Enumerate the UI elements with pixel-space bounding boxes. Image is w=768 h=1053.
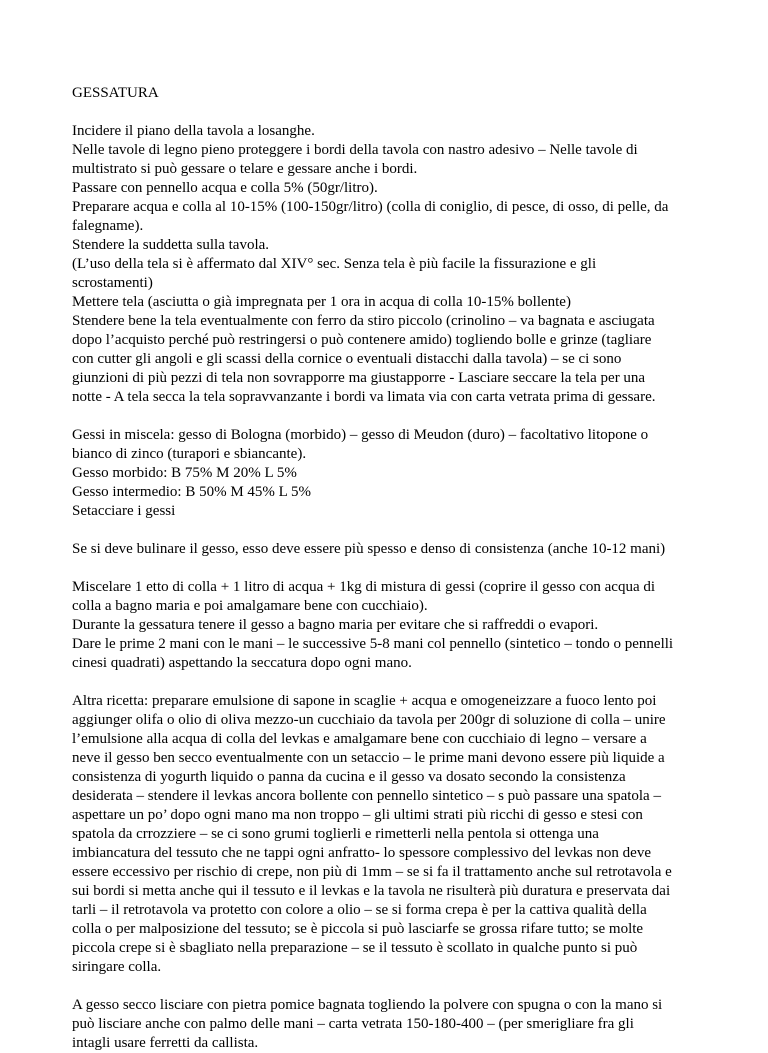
text-line: Gesso morbido: B 75% M 20% L 5% bbox=[72, 465, 297, 481]
text-line: Dare le prime 2 mani con le mani – le successive 5-8 mani col pennello (sintetico – tondo o pennelli bbox=[72, 636, 674, 652]
text-line: notte - A tela secca la tela sopravvanzante i bordi va limata via con carta vetrata prima di gessare. bbox=[72, 389, 656, 405]
text-line: Setacciare i gessi bbox=[72, 503, 176, 519]
text-line: consistenza di yogurth liquido o panna da cucina e il gesso va dosato secondo la consistenza bbox=[72, 769, 626, 785]
text-line: Mettere tela (asciutta o già impregnata per 1 ora in acqua di colla 10-15% bollente) bbox=[72, 294, 571, 310]
text-line: intagli usare ferretti da callista. bbox=[72, 1035, 259, 1051]
paragraph bbox=[72, 692, 718, 977]
text-line: aggiunger olifa o olio di oliva mezzo-un cucchiaio da tavola per 200gr di soluzione di colla – unire bbox=[72, 712, 666, 728]
text-line: Stendere la suddetta sulla tavola. bbox=[72, 237, 270, 253]
paragraph bbox=[72, 426, 718, 521]
paragraph bbox=[72, 996, 718, 1053]
text-line: neve il gesso ben secco eventualmente con un setaccio – le prime mani devono essere più liquide a bbox=[72, 750, 665, 766]
text-line: Incidere il piano della tavola a losanghe. bbox=[72, 123, 315, 139]
text-line: essere eccessivo per rischio di crepe, non più di 1mm – se si fa il trattamento anche sul retrotavola e bbox=[72, 864, 672, 880]
paragraph bbox=[72, 540, 718, 559]
text-line: colla o per malposizione del tessuto; se è piccola si può lasciarfe se grossa rifare tutto; se molte bbox=[72, 921, 644, 937]
text-line: spatola da crrozziere – se ci sono grumi toglierli e rimetterli nella pentola si ottenga una bbox=[72, 826, 599, 842]
text-line: piccola crepe si è sbagliato nella preparazione – se il tessuto è scollato in qualche punto si può bbox=[72, 940, 638, 956]
text-line: Durante la gessatura tenere il gesso a bagno maria per evitare che si raffreddi o evapori. bbox=[72, 617, 599, 633]
document-title: GESSATURA bbox=[72, 85, 159, 101]
text-line: Preparare acqua e colla al 10-15% (100-150gr/litro) (colla di coniglio, di pesce, di osso, di pelle, da bbox=[72, 199, 669, 215]
text-line: colla a bagno maria e poi amalgamare bene con cucchiaio). bbox=[72, 598, 428, 614]
text-line: imbiancatura del tessuto che ne tappi ogni anfratto- lo spessore complessivo del levkas non deve bbox=[72, 845, 652, 861]
paragraph bbox=[72, 578, 718, 673]
text-line: desiderata – stendere il levkas ancora bollente con pennello sintetico – s può passare una spatola – bbox=[72, 788, 661, 804]
text-line: con cutter gli angoli e gli scassi della cornice o eventuali distacchi dalla tavola) – se ci sono bbox=[72, 351, 622, 367]
text-line: Nelle tavole di legno pieno proteggere i bordi della tavola con nastro adesivo – Nelle tavole di bbox=[72, 142, 638, 158]
text-line: l’emulsione alla acqua di colla del levkas e amalgamare bene con cucchiaio di legno – versare a bbox=[72, 731, 647, 747]
text-line: bianco di zinco (turapori e sbiancante). bbox=[72, 446, 307, 462]
text-line: multistrato si può gessare o telare e gessare anche i bordi. bbox=[72, 161, 418, 177]
text-line: Gessi in miscela: gesso di Bologna (morbido) – gesso di Meudon (duro) – facoltativo litopone o bbox=[72, 427, 649, 443]
text-line: Gesso intermedio: B 50% M 45% L 5% bbox=[72, 484, 311, 500]
text-line: (L’uso della tela si è affermato dal XIV° sec. Senza tela è più facile la fissurazione e gli bbox=[72, 256, 597, 272]
text-line: siringare colla. bbox=[72, 959, 162, 975]
paragraph bbox=[72, 122, 718, 407]
document-body bbox=[72, 122, 718, 1053]
text-line: Altra ricetta: preparare emulsione di sapone in scaglie + acqua e omogeneizzare a fuoco lento poi bbox=[72, 693, 657, 709]
text-line: Se si deve bulinare il gesso, esso deve essere più spesso e denso di consistenza (anche 10-12 mani) bbox=[72, 541, 666, 557]
text-line: Miscelare 1 etto di colla + 1 litro di acqua + 1kg di mistura di gessi (coprire il gesso con acqua di bbox=[72, 579, 656, 595]
text-line: scrostamenti) bbox=[72, 275, 153, 291]
text-line: tarli – il retrotavola va protetto con colore a olio – se si forma crepa è per la cattiva qualità della bbox=[72, 902, 647, 918]
text-line: cinesi quadrati) aspettando la seccatura dopo ogni mano. bbox=[72, 655, 412, 671]
text-line: Stendere bene la tela eventualmente con ferro da stiro piccolo (crinolino – va bagnata e asciugata bbox=[72, 313, 655, 329]
text-line: falegname). bbox=[72, 218, 144, 234]
text-line: Passare con pennello acqua e colla 5% (50gr/litro). bbox=[72, 180, 378, 196]
text-line: aspettare un po’ dopo ogni mano ma non troppo – gli ultimi strati più ricchi di gesso e stesi con bbox=[72, 807, 643, 823]
text-line: sui bordi si metta anche qui il tessuto e il levkas e la tavola ne risulterà più duratura e preservata dai bbox=[72, 883, 671, 899]
text-line: giunzioni di più pezzi di tela non sovrapporre ma giustapporre - Lasciare seccare la tela per una bbox=[72, 370, 646, 386]
text-line: A gesso secco lisciare con pietra pomice bagnata togliendo la polvere con spugna o con la mano si bbox=[72, 997, 663, 1013]
text-line: dopo l’acquisto perché può restringersi o può contenere amido) togliendo bolle e grinze (tagliare bbox=[72, 332, 652, 348]
text-line: può lisciare anche con palmo delle mani – carta vetrata 150-180-400 – (per smerigliare fra gli bbox=[72, 1016, 634, 1032]
